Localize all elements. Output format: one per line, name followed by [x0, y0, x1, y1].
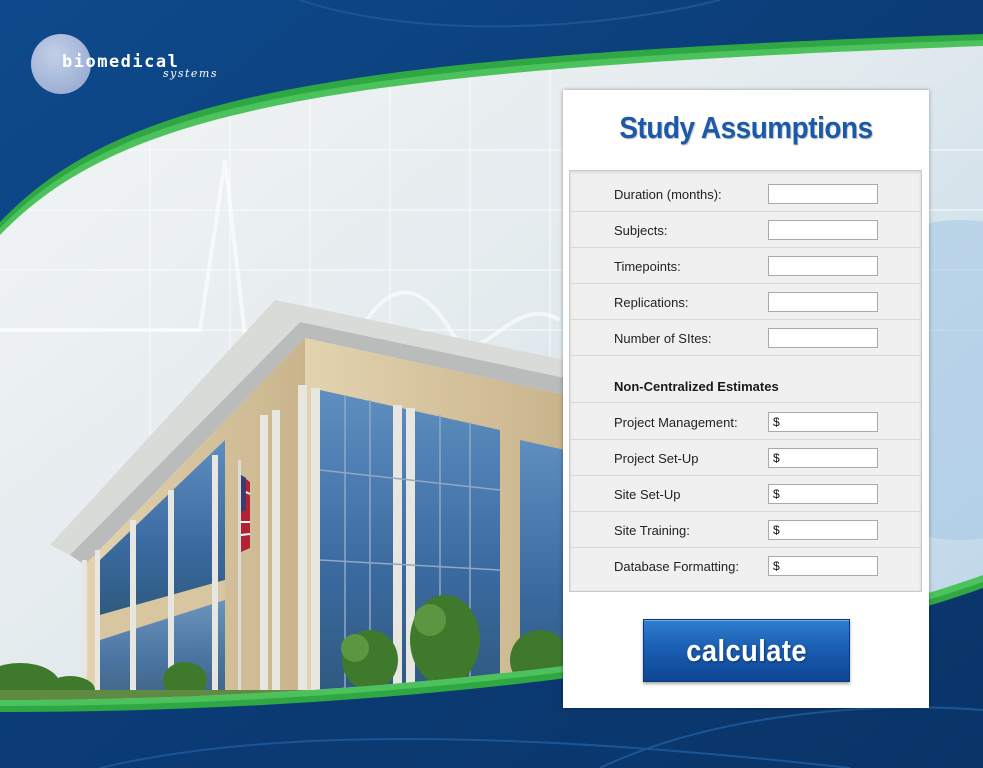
project-setup-label: Project Set-Up: [614, 451, 699, 466]
sites-label: Number of SItes:: [614, 331, 712, 346]
estimate-row-site-training: [570, 512, 921, 548]
project-management-label: Project Management:: [614, 415, 738, 430]
field-row-sites: [570, 320, 921, 356]
subjects-label: Subjects:: [614, 223, 668, 238]
timepoints-input[interactable]: [768, 256, 878, 276]
replications-label: Replications:: [614, 295, 689, 310]
field-row-replications: [570, 284, 921, 320]
timepoints-label: Timepoints:: [614, 259, 681, 274]
brand-name: biomedical: [62, 52, 180, 72]
calculate-button-label: calculate: [686, 632, 807, 668]
assumptions-form: [569, 170, 922, 592]
panel-title: Study Assumptions: [619, 110, 873, 145]
project-setup-input[interactable]: [768, 448, 878, 468]
database-formatting-label: Database Formatting:: [614, 559, 740, 574]
brand-logo: [31, 34, 231, 96]
estimate-row-project-setup: [570, 440, 921, 476]
site-setup-label: Site Set-Up: [614, 487, 681, 502]
field-row-subjects: [570, 212, 921, 248]
replications-input[interactable]: [768, 292, 878, 312]
duration-input[interactable]: [768, 184, 878, 204]
project-management-input[interactable]: [768, 412, 878, 432]
site-training-input[interactable]: [768, 520, 878, 540]
study-assumptions-panel: [563, 90, 929, 708]
field-row-duration: [570, 176, 921, 212]
estimate-row-project-management: [570, 404, 921, 440]
sites-input[interactable]: [768, 328, 878, 348]
subjects-input[interactable]: [768, 220, 878, 240]
estimate-row-database-formatting: [570, 548, 921, 584]
site-training-label: Site Training:: [614, 523, 690, 538]
non-centralized-estimates-heading: Non-Centralized Estimates: [614, 379, 779, 394]
estimate-row-site-setup: [570, 476, 921, 512]
field-row-timepoints: [570, 248, 921, 284]
site-setup-input[interactable]: [768, 484, 878, 504]
duration-label: Duration (months):: [614, 187, 722, 202]
database-formatting-input[interactable]: [768, 556, 878, 576]
section-divider: [570, 367, 921, 403]
brand-tagline: systems: [163, 67, 219, 80]
calculate-button[interactable]: [643, 619, 850, 682]
